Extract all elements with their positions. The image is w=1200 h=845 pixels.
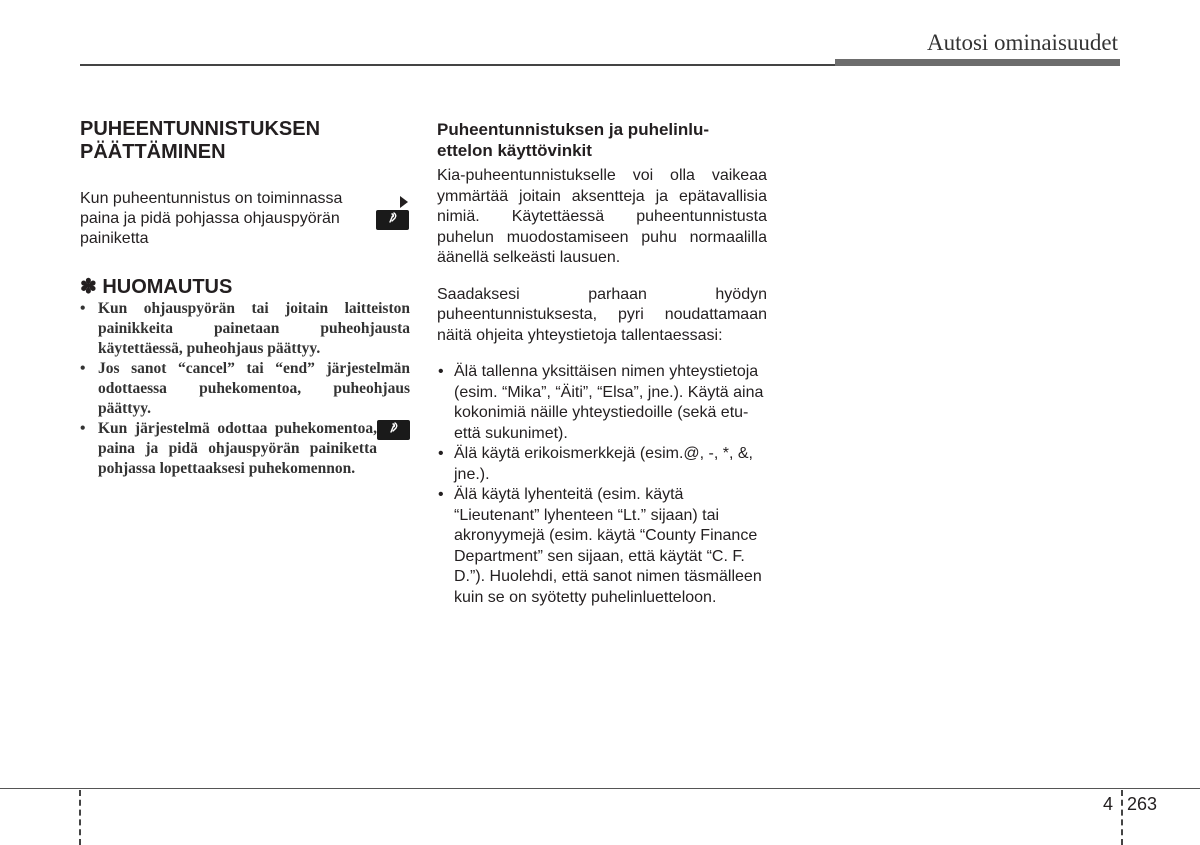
tips-paragraph2: Saadaksesi parhaan hyödyn puheentunnistuksesta, pyri noudattamaan näitä ohjeita yhteystietoja tallentaessasi:: [437, 285, 767, 344]
note-heading: [80, 275, 410, 299]
chapter-number: 4: [1103, 794, 1114, 814]
section-title-line2: PÄÄTTÄMINEN: [80, 141, 226, 163]
note-list: [80, 299, 410, 479]
note-symbol-icon: ✽: [80, 276, 97, 298]
left-column: [80, 118, 410, 479]
voice-recognition-icon: [376, 210, 409, 230]
page-number: 263: [1127, 794, 1158, 814]
instruction-line3: painiketta: [80, 230, 149, 247]
tips-list-item: • Älä käytä erikoismerkkejä (esim.@, -, *, &, jne.).: [437, 444, 767, 485]
tips-list-item: • Älä tallenna yksittäisen nimen yhteystietoja (esim. “Mika”, “Äiti”, “Elsa”, jne.). Käytä aina kokonimiä näille yhteystiedoille (sekä etu- että sukunimet).: [437, 362, 767, 444]
tips-list-item: • Älä käytä lyhenteitä (esim. käytä “Lieutenant” lyhenteen “Lt.” sijaan) tai akronyymejä (esim. käytä “County Finance Department” sen sijaan, että käytät “C. F. D.”). Huolehdi, että sanot nimen täsmälleen kuin se on syötetty puhelinluetteloon.: [437, 485, 767, 608]
footer-rule: [0, 788, 1200, 789]
voice-recognition-icon: [377, 420, 410, 440]
instruction-paragraph: [80, 189, 410, 249]
note-item-text: Kun järjestelmä odottaa puhekomentoa, paina ja pidä ohjauspyörän painiketta pohjassa lopettaaksesi puhekomennon.: [98, 420, 377, 477]
right-column: [437, 119, 767, 608]
tips-list: [437, 362, 767, 608]
note-title: HUOMAUTUS: [102, 276, 233, 298]
header-title: Autosi ominaisuudet: [926, 30, 1118, 55]
note-item: • Kun ohjauspyörän tai joitain laitteiston painikkeita painetaan puheohjausta käytettäessä, puheohjaus päättyy.: [80, 299, 410, 359]
section-title: [80, 118, 410, 164]
instruction-line1: Kun puheentunnistus on toiminnassa: [80, 190, 343, 207]
footer-dashed-line-left: [79, 790, 81, 845]
tips-title-line2: ettelon käyttövinkit: [437, 141, 592, 160]
instruction-line2: paina ja pidä pohjassa ohjauspyörän: [80, 210, 340, 227]
note-item-with-icon: [80, 419, 410, 479]
triangle-right-icon: [400, 196, 408, 208]
header-accent-bar: [835, 59, 1120, 66]
tips-paragraph1: Kia-puheentunnistukselle voi olla vaikeaa ymmärtää joitain aksentteja ja epätavallisia nimiä. Käytettäessä puheentunnistusta puhelun muodostamiseen puhu normaalilla äänellä selkeästi lausuen.: [437, 167, 767, 266]
tips-title: [437, 119, 767, 161]
note-item: • Jos sanot “cancel” tai “end” järjestelmän odottaessa puhekomentoa, puheohjaus päättyy.: [80, 359, 410, 419]
footer-dashed-line-right: [1121, 790, 1123, 845]
tips-title-line1: Puheentunnistuksen ja puhelinlu-: [437, 120, 710, 139]
section-title-line1: PUHEENTUNNISTUKSEN: [80, 118, 321, 140]
